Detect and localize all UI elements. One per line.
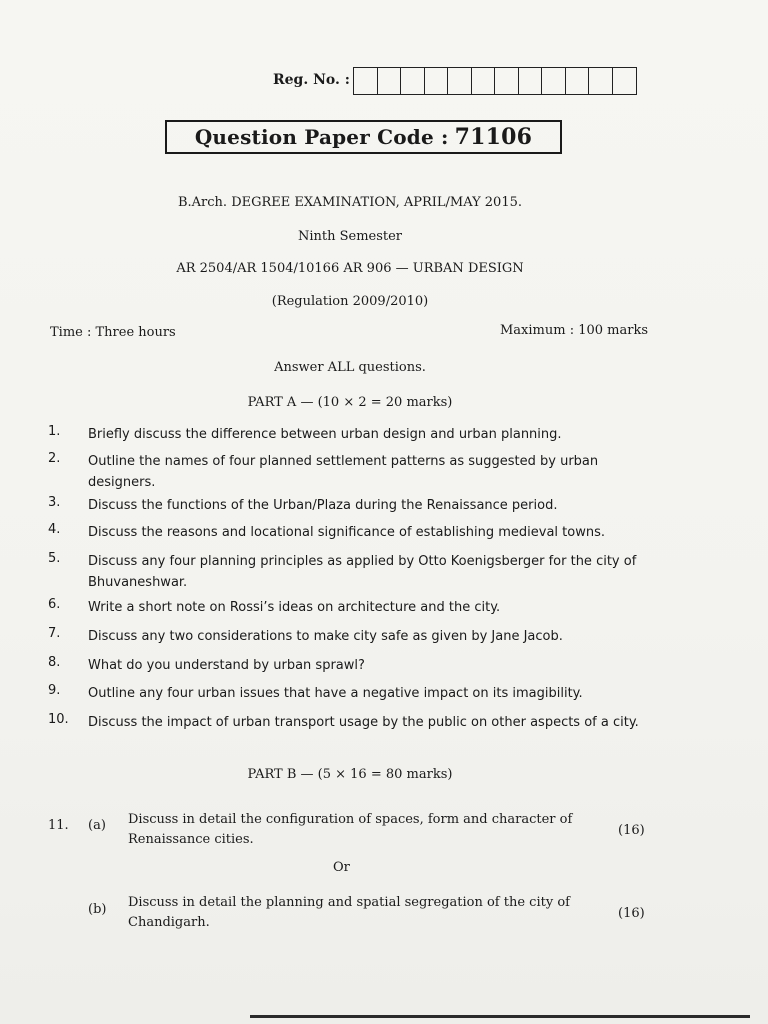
reg-no-box <box>495 68 519 94</box>
code-number: 71106 <box>454 124 533 150</box>
degree-title: B.Arch. DEGREE EXAMINATION, APRIL/MAY 2015. <box>177 195 523 210</box>
maximum-marks: Maximum : 100 marks <box>499 323 648 338</box>
reg-no-box <box>566 68 590 94</box>
regulation: (Regulation 2009/2010) <box>271 294 429 309</box>
reg-no-boxes <box>353 67 637 95</box>
question-number: 4. <box>48 522 61 537</box>
reg-no-label: Reg. No. : <box>273 72 350 88</box>
reg-no-box <box>401 68 425 94</box>
reg-no-box <box>472 68 496 94</box>
sub-question-text: Discuss in detail the planning and spatial segregation of the city of Chandigarh. <box>128 895 570 930</box>
part-b-title: PART B — (5 × 16 = 80 marks) <box>247 767 453 782</box>
code-label: Question Paper Code : <box>194 125 449 149</box>
instructions: Answer ALL questions. <box>274 360 426 375</box>
reg-no-box <box>425 68 449 94</box>
question-number: 6. <box>48 597 61 612</box>
sub-question-label: (b) <box>88 902 107 917</box>
question-text: Discuss the functions of the Urban/Plaza during the Renaissance period. <box>88 498 558 513</box>
question-number: 2. <box>48 451 61 466</box>
question-text: Discuss any two considerations to make city safe as given by Jane Jacob. <box>88 629 563 644</box>
question-text: Outline any four urban issues that have a negative impact on its imagibility. <box>88 686 583 701</box>
reg-no-box <box>589 68 613 94</box>
question-number: 1. <box>48 424 61 439</box>
question-text: Discuss the reasons and locational significance of establishing medieval towns. <box>88 525 605 540</box>
reg-no-box <box>354 68 378 94</box>
question-number: 3. <box>48 495 61 510</box>
subject: AR 2504/AR 1504/10166 AR 906 — URBAN DESIGN <box>176 261 524 276</box>
question-number: 10. <box>48 712 69 727</box>
sub-question-text: Discuss in detail the configuration of spaces, form and character of Renaissance cities. <box>128 812 573 847</box>
question-number: 11. <box>48 818 69 833</box>
question-text: Briefly discuss the difference between urban design and urban planning. <box>88 427 562 442</box>
part-a-title: PART A — (10 × 2 = 20 marks) <box>247 395 453 410</box>
reg-no-box <box>378 68 402 94</box>
reg-no-box <box>519 68 543 94</box>
question-number: 8. <box>48 655 61 670</box>
question-number: 7. <box>48 626 61 641</box>
marks: (16) <box>618 906 645 921</box>
time-allowed: Time : Three hours <box>50 325 176 340</box>
question-text: What do you understand by urban sprawl? <box>88 658 365 673</box>
sub-question-label: (a) <box>88 818 106 833</box>
marks: (16) <box>618 823 645 838</box>
question-number: 5. <box>48 551 61 566</box>
page-bottom-rule <box>250 1015 750 1018</box>
question-text: Discuss the impact of urban transport usage by the public on other aspects of a city. <box>88 715 639 730</box>
question-number: 9. <box>48 683 61 698</box>
reg-no-box <box>613 68 637 94</box>
question-text: Write a short note on Rossi’s ideas on architecture and the city. <box>88 600 501 615</box>
question-paper-code-box <box>165 120 562 154</box>
question-text: Outline the names of four planned settlement patterns as suggested by urban designers. <box>88 454 599 490</box>
question-text: Discuss any four planning principles as applied by Otto Koenigsberger for the city of Bhuvaneshwar. <box>88 554 637 590</box>
reg-no-box <box>448 68 472 94</box>
reg-no-box <box>542 68 566 94</box>
semester: Ninth Semester <box>297 229 403 244</box>
or-separator: Or <box>333 860 350 875</box>
